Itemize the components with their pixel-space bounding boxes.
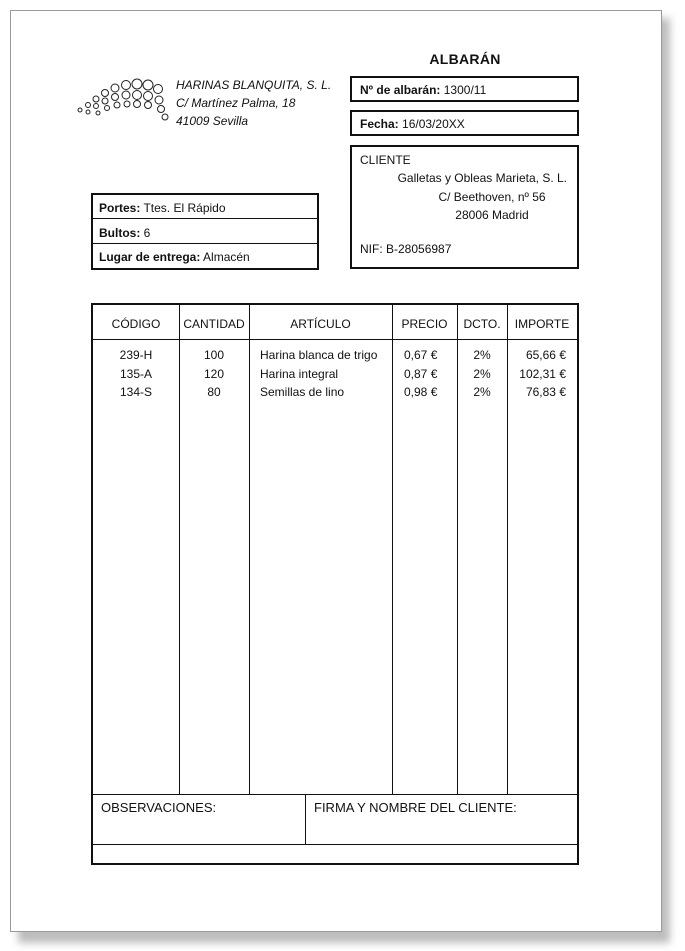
- footer-divider: [93, 794, 577, 795]
- items-table: [91, 303, 579, 865]
- date-box: [350, 110, 579, 136]
- cell-dcto: 2%: [473, 385, 491, 399]
- shipping-box: [91, 193, 319, 270]
- client-address: C/ Beethoven, nº 56: [438, 190, 546, 204]
- cell-importe: 76,83 €: [525, 385, 566, 399]
- cell-articulo: Harina integral: [260, 366, 339, 381]
- cell-cantidad: 100: [203, 348, 225, 362]
- column-cantidad: [179, 346, 249, 402]
- company-logo: [74, 74, 174, 124]
- header-cantidad: CANTIDAD: [183, 317, 245, 331]
- date-label: Fecha:: [360, 117, 399, 131]
- cell-importe: 102,31 €: [519, 366, 566, 381]
- cell-codigo: 239-H: [119, 348, 153, 362]
- company-address: C/ Martínez Palma, 18: [176, 96, 296, 110]
- observaciones-label: OBSERVACIONES:: [101, 800, 217, 815]
- column-dcto: [457, 346, 507, 402]
- cell-codigo: 134-S: [119, 385, 153, 399]
- cell-dcto: 2%: [473, 366, 491, 381]
- header-articulo: ARTÍCULO: [290, 317, 351, 331]
- company-info: [176, 76, 331, 130]
- header-divider: [93, 339, 577, 340]
- cell-articulo: Harina blanca de trigo: [260, 348, 378, 362]
- document-title: ALBARÁN: [429, 51, 501, 67]
- cell-cantidad: 80: [207, 385, 221, 399]
- cell-codigo: 135-A: [119, 366, 153, 381]
- firma-label: FIRMA Y NOMBRE DEL CLIENTE:: [314, 800, 517, 815]
- company-city: 41009 Sevilla: [176, 114, 249, 128]
- bultos-row: [99, 226, 150, 240]
- cell-dcto: 2%: [473, 348, 491, 362]
- header-precio: PRECIO: [401, 317, 448, 331]
- cell-precio: 0,87 €: [404, 366, 438, 381]
- albaran-number-value: 1300/11: [443, 83, 487, 97]
- cell-precio: 0,67 €: [404, 348, 438, 362]
- client-name: Galletas y Obleas Marieta, S. L.: [397, 171, 567, 185]
- albaran-number-label: Nº de albarán:: [360, 83, 441, 97]
- column-articulo: [260, 346, 390, 402]
- header-dcto: DCTO.: [463, 317, 501, 331]
- column-codigo: [93, 346, 179, 402]
- date-value: 16/03/20XX: [402, 117, 465, 131]
- company-name: HARINAS BLANQUITA, S. L.: [176, 78, 332, 92]
- client-city: 28006 Madrid: [455, 208, 529, 222]
- lugar-row: [99, 250, 250, 264]
- header-codigo: CÓDIGO: [111, 317, 161, 331]
- bultos-label: Bultos:: [99, 226, 141, 240]
- client-heading: CLIENTE: [360, 153, 411, 167]
- albaran-number-box: [350, 76, 579, 102]
- footer-bottom-divider: [93, 844, 577, 845]
- header-importe: IMPORTE: [514, 317, 570, 331]
- client-nif: NIF: B-28056987: [360, 242, 452, 256]
- cell-articulo: Semillas de lino: [260, 385, 345, 399]
- bultos-value: 6: [143, 226, 151, 240]
- shipping-divider: [93, 218, 317, 219]
- lugar-label: Lugar de entrega:: [99, 250, 201, 264]
- portes-label: Portes:: [99, 201, 141, 215]
- shipping-divider: [93, 243, 317, 244]
- column-precio: [404, 346, 454, 402]
- footer-column-divider: [305, 794, 306, 844]
- column-divider: [392, 305, 393, 794]
- cell-importe: 65,66 €: [525, 348, 566, 362]
- client-box: [350, 145, 579, 269]
- cell-cantidad: 120: [203, 366, 225, 381]
- portes-row: [99, 201, 226, 215]
- portes-value: Ttes. El Rápido: [143, 201, 226, 215]
- column-importe: [507, 346, 566, 402]
- lugar-value: Almacén: [203, 250, 250, 264]
- cell-precio: 0,98 €: [404, 385, 438, 399]
- column-divider: [249, 305, 250, 794]
